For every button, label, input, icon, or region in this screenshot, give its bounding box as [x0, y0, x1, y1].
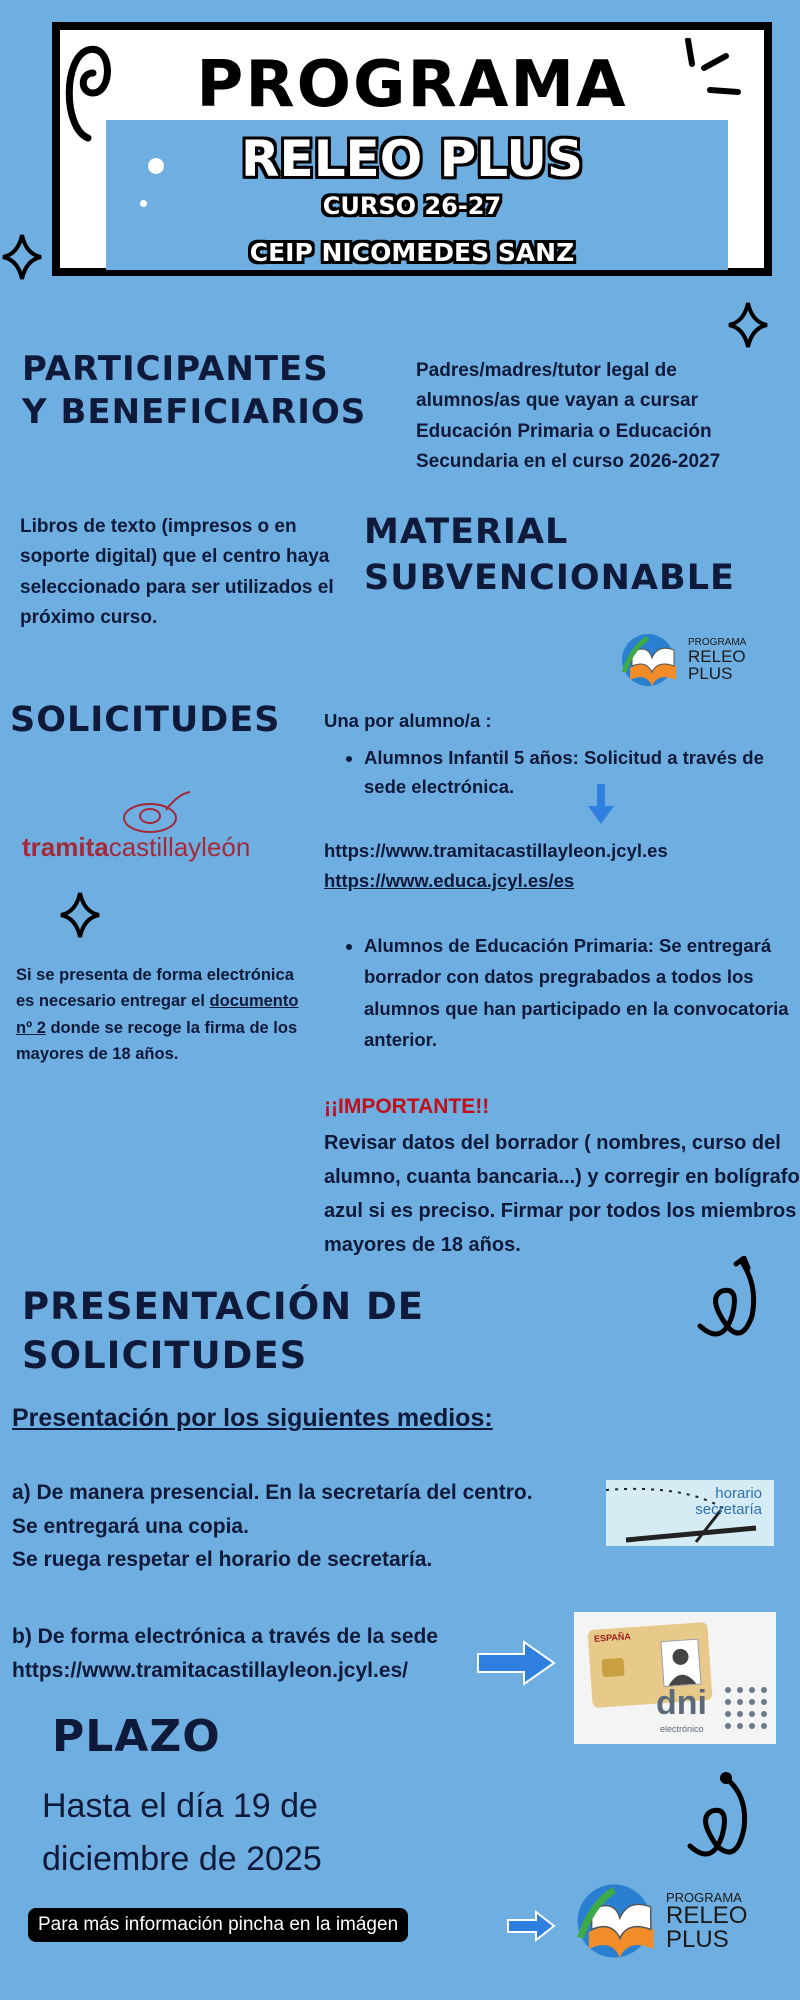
participants-heading: [22, 350, 366, 432]
header-school: CEIP NICOMEDES SANZ: [249, 238, 575, 267]
dni-photo: [660, 1639, 701, 1688]
material-text: Libros de texto (impresos o en soporte digital) que el centro haya seleccionado para ser utilizados el próximo curso.: [20, 516, 334, 629]
star-decoration-icon: [726, 300, 770, 350]
solicitudes-list-2: [324, 930, 790, 1056]
important-label: ¡¡IMPORTANTE!!: [324, 1095, 490, 1118]
horario-secretaria-image[interactable]: [606, 1480, 774, 1546]
star-decoration-icon: [58, 890, 102, 940]
option-b: [12, 1620, 438, 1687]
sparkle-lines-icon: [680, 38, 750, 108]
solicitudes-links: [324, 836, 668, 895]
dni-sub: electrónico: [660, 1724, 704, 1734]
material-heading-line1: MATERIAL: [364, 512, 569, 552]
releo-plus-logo[interactable]: [618, 628, 746, 692]
more-info-label: Para más información pincha en la imágen: [38, 1914, 399, 1935]
arrow-right-icon: [476, 1640, 556, 1686]
option-b-line1: b) De forma electrónica a través de la sede: [12, 1625, 439, 1648]
bullet-infantil: • Alumnos Infantil 5 años: Solicitud a través de sede electrónica.: [364, 743, 794, 802]
participants-text: Padres/madres/tutor legal de alumnos/as que vayan a cursar Educación Primaria o Educación Secundaria en el curso 2026-2027: [416, 360, 721, 473]
releo-logo-footer-line1: PROGRAMA: [666, 1889, 742, 1905]
plazo-heading: PLAZO: [52, 1711, 221, 1762]
url-educa[interactable]: https://www.educa.jcyl.es/es: [324, 869, 575, 891]
solicitudes-block-2: [324, 930, 790, 1056]
presentacion-subheading: Presentación por los siguientes medios:: [12, 1404, 493, 1432]
releo-plus-logo-footer[interactable]: [572, 1876, 747, 1966]
document-2-link[interactable]: documento nº 2: [16, 992, 299, 1037]
releo-logo-footer-line2: RELEO: [666, 1901, 748, 1929]
plazo-line1: Hasta el día 19 de: [42, 1787, 318, 1825]
solicitudes-heading: SOLICITUDES: [10, 700, 281, 740]
dot-decoration: [140, 200, 147, 207]
tramita-logo-part1: tramita: [22, 832, 109, 862]
option-a-line3: Se ruega respetar el horario de secretaría.: [12, 1548, 433, 1572]
more-info-button[interactable]: [28, 1908, 408, 1942]
swirl-decoration-icon: [58, 38, 118, 148]
solicitudes-list-1: [324, 743, 794, 802]
tramita-logo-part2: castillayleón: [108, 832, 251, 862]
option-b-line2[interactable]: https://www.tramitacastillayleon.jcyl.es/: [12, 1658, 409, 1682]
important-text: Revisar datos del borrador ( nombres, curso del alumno, cuanta bancaria...) y corregir en bolígrafo azul si es preciso. Firmar por todos los miembros mayores de 18 años.: [324, 1132, 800, 1256]
material-heading-line2: SUBVENCIONABLE: [364, 558, 735, 599]
presentacion-heading-line2: SOLICITUDES: [22, 1333, 308, 1377]
plazo-text: [42, 1780, 322, 1885]
arrow-down-icon: [586, 782, 616, 826]
participants-heading-line1: PARTICIPANTES: [22, 349, 329, 389]
tramita-mouse-icon: [108, 790, 198, 838]
participants-heading-line2: Y BENEFICIARIOS: [22, 392, 367, 433]
presentacion-heading: [22, 1286, 424, 1377]
dni-chip: [601, 1658, 624, 1677]
dot-decoration: [148, 158, 164, 174]
loop-decoration-icon: [692, 1256, 762, 1346]
releo-logo-line3: PLUS: [688, 664, 733, 683]
releo-logo-line1: PROGRAMA: [688, 637, 747, 648]
url-tramita[interactable]: https://www.tramitacastillayleon.jcyl.es: [324, 840, 668, 861]
horario-line2: secretaría: [695, 1500, 762, 1518]
releo-logo-footer-line3: PLUS: [666, 1925, 729, 1953]
arrow-right-icon: [506, 1910, 556, 1942]
option-a-line2: Se entregará una copia.: [12, 1514, 249, 1538]
plazo-line2: diciembre de 2025: [42, 1839, 322, 1878]
book-globe-icon: [572, 1876, 662, 1966]
dni-electronico-image[interactable]: [574, 1612, 776, 1744]
header-subtitle: RELEO PLUS: [241, 130, 583, 188]
material-heading: [364, 512, 735, 599]
solicitudes-block: [324, 708, 794, 802]
header-course: CURSO 26-27: [322, 192, 502, 220]
header-frame: [52, 22, 772, 276]
dni-card-label: ESPAÑA: [593, 1631, 632, 1644]
star-decoration-icon: [0, 232, 44, 282]
loop-decoration-icon: [682, 1766, 752, 1866]
bullet-primaria: • Alumnos de Educación Primaria: Se entregará borrador con datos pregrabados a todos los alumnos que han participado en la convocatoria anterior.: [364, 930, 790, 1056]
releo-logo-line2: RELEO: [688, 647, 746, 666]
horario-line1: horario: [715, 1485, 762, 1502]
dot-grid-icon: [720, 1682, 770, 1732]
header-title: PROGRAMA: [196, 48, 628, 122]
person-icon: [661, 1640, 700, 1686]
presentacion-heading-line1: PRESENTACIÓN DE: [22, 1285, 424, 1328]
electronic-note: [16, 962, 308, 1068]
book-globe-icon: [618, 628, 682, 692]
solicitudes-intro: Una por alumno/a :: [324, 710, 492, 731]
electronic-note-pre: Si se presenta de forma electrónica es necesario entregar el: [16, 966, 294, 1011]
dni-text: dni: [656, 1684, 707, 1722]
option-a-line1: a) De manera presencial. En la secretaría del centro.: [12, 1481, 533, 1504]
electronic-note-post: donde se recoge la firma de los mayores de 18 años.: [16, 1018, 298, 1064]
option-a: [12, 1476, 533, 1577]
